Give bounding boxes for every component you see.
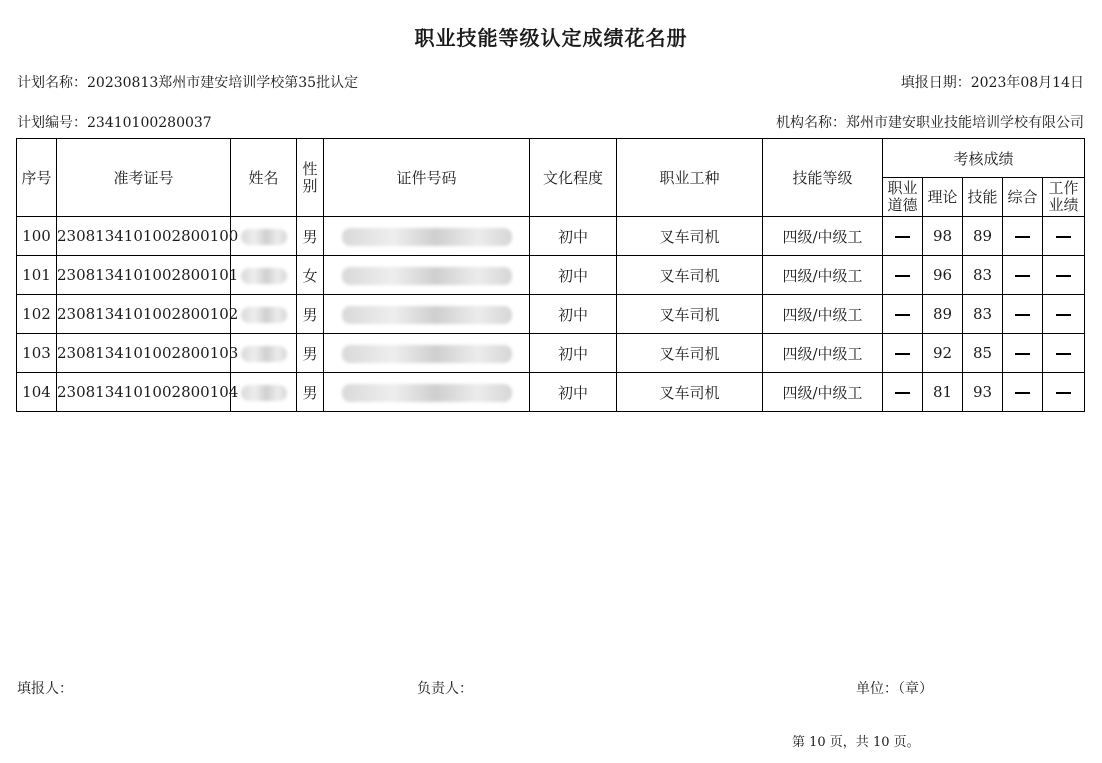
- redacted-name: [241, 385, 287, 401]
- cell-seq: 103: [17, 334, 57, 373]
- cell-id-no: [324, 373, 530, 412]
- cell-job: 叉车司机: [617, 217, 763, 256]
- plan-name-value: 20230813郑州市建安培训学校第35批认定: [87, 75, 359, 91]
- cell-seq: 104: [17, 373, 57, 412]
- col-header-seq: 序号: [17, 139, 57, 217]
- dash-mark: [1015, 314, 1030, 316]
- cell-theory: 92: [923, 334, 963, 373]
- cell-exam-no: 2308134101002800100: [57, 217, 231, 256]
- cell-education: 初中: [530, 217, 617, 256]
- cell-seq: 100: [17, 217, 57, 256]
- col-header-ethics: 职业 道德: [883, 178, 923, 217]
- cell-overall: [1003, 373, 1043, 412]
- cell-name: [231, 373, 297, 412]
- cell-education: 初中: [530, 256, 617, 295]
- dash-mark: [1056, 314, 1071, 316]
- cell-performance: [1043, 373, 1085, 412]
- cell-name: [231, 334, 297, 373]
- cell-job: 叉车司机: [617, 256, 763, 295]
- cell-theory: 89: [923, 295, 963, 334]
- dash-mark: [895, 314, 910, 316]
- cell-level: 四级/中级工: [763, 373, 883, 412]
- col-header-overall: 综合: [1003, 178, 1043, 217]
- cell-gender: 女: [297, 256, 324, 295]
- cell-theory: 81: [923, 373, 963, 412]
- dash-mark: [1015, 392, 1030, 394]
- plan-name-label: 计划名称：: [17, 75, 87, 91]
- cell-level: 四级/中级工: [763, 334, 883, 373]
- cell-skill: 93: [963, 373, 1003, 412]
- dash-mark: [895, 392, 910, 394]
- redacted-id-number: [342, 267, 512, 285]
- cell-theory: 98: [923, 217, 963, 256]
- cell-overall: [1003, 256, 1043, 295]
- cell-job: 叉车司机: [617, 295, 763, 334]
- cell-seq: 101: [17, 256, 57, 295]
- cell-level: 四级/中级工: [763, 295, 883, 334]
- redacted-name: [241, 268, 287, 284]
- cell-performance: [1043, 295, 1085, 334]
- institution-label: 机构名称：: [776, 115, 846, 131]
- cell-ethics: [883, 334, 923, 373]
- cell-name: [231, 295, 297, 334]
- table-row: [17, 295, 1085, 334]
- cell-skill: 89: [963, 217, 1003, 256]
- dash-mark: [895, 236, 910, 238]
- cell-id-no: [324, 256, 530, 295]
- cell-exam-no: 2308134101002800102: [57, 295, 231, 334]
- plan-number: [17, 112, 212, 132]
- cell-performance: [1043, 217, 1085, 256]
- dash-mark: [1056, 392, 1071, 394]
- fill-date-value: 2023年08月14日: [970, 75, 1084, 91]
- cell-gender: 男: [297, 295, 324, 334]
- cell-ethics: [883, 295, 923, 334]
- cell-exam-no: 2308134101002800103: [57, 334, 231, 373]
- col-header-exam-no: 准考证号: [57, 139, 231, 217]
- page-indicator: 第 10 页，共 10 页。: [792, 735, 920, 750]
- cell-name: [231, 256, 297, 295]
- redacted-id-number: [342, 345, 512, 363]
- cell-gender: 男: [297, 334, 324, 373]
- dash-mark: [895, 275, 910, 277]
- table-row: [17, 373, 1085, 412]
- col-header-education: 文化程度: [530, 139, 617, 217]
- cell-name: [231, 217, 297, 256]
- col-header-performance: 工作 业绩: [1043, 178, 1085, 217]
- cell-job: 叉车司机: [617, 334, 763, 373]
- redacted-id-number: [342, 306, 512, 324]
- redacted-id-number: [342, 228, 512, 246]
- responsible-signature-label: 负责人：: [417, 681, 473, 697]
- cell-education: 初中: [530, 295, 617, 334]
- cell-level: 四级/中级工: [763, 256, 883, 295]
- dash-mark: [1056, 275, 1071, 277]
- cell-ethics: [883, 217, 923, 256]
- col-header-scores-group: 考核成绩: [883, 139, 1085, 178]
- cell-seq: 102: [17, 295, 57, 334]
- cell-performance: [1043, 334, 1085, 373]
- cell-id-no: [324, 217, 530, 256]
- plan-number-label: 计划编号：: [17, 115, 87, 131]
- cell-theory: 96: [923, 256, 963, 295]
- col-header-level: 技能等级: [763, 139, 883, 217]
- table-row: [17, 256, 1085, 295]
- cell-education: 初中: [530, 334, 617, 373]
- fill-date-label: 填报日期：: [900, 75, 971, 91]
- cell-level: 四级/中级工: [763, 217, 883, 256]
- cell-overall: [1003, 295, 1043, 334]
- cell-gender: 男: [297, 217, 324, 256]
- cell-gender: 男: [297, 373, 324, 412]
- col-header-gender: 性 别: [297, 139, 324, 217]
- cell-id-no: [324, 334, 530, 373]
- plan-name: [17, 72, 358, 92]
- redacted-name: [241, 307, 287, 323]
- col-header-skill: 技能: [963, 178, 1003, 217]
- institution-name: [776, 112, 1084, 132]
- filler-signature-label: 填报人：: [17, 681, 73, 697]
- cell-ethics: [883, 373, 923, 412]
- cell-exam-no: 2308134101002800104: [57, 373, 231, 412]
- dash-mark: [1015, 275, 1030, 277]
- col-header-name: 姓名: [231, 139, 297, 217]
- col-header-id-no: 证件号码: [324, 139, 530, 217]
- table-row: [17, 217, 1085, 256]
- cell-exam-no: 2308134101002800101: [57, 256, 231, 295]
- cell-overall: [1003, 217, 1043, 256]
- cell-job: 叉车司机: [617, 373, 763, 412]
- score-roster-table: [16, 138, 1085, 412]
- cell-performance: [1043, 256, 1085, 295]
- redacted-name: [241, 229, 287, 245]
- dash-mark: [1015, 353, 1030, 355]
- cell-skill: 83: [963, 256, 1003, 295]
- cell-education: 初中: [530, 373, 617, 412]
- cell-skill: 83: [963, 295, 1003, 334]
- redacted-name: [241, 346, 287, 362]
- cell-skill: 85: [963, 334, 1003, 373]
- table-row: [17, 334, 1085, 373]
- unit-stamp-label: 单位：（章）: [856, 681, 933, 697]
- institution-value: 郑州市建安职业技能培训学校有限公司: [846, 115, 1084, 131]
- col-header-theory: 理论: [923, 178, 963, 217]
- dash-mark: [1056, 236, 1071, 238]
- redacted-id-number: [342, 384, 512, 402]
- cell-ethics: [883, 256, 923, 295]
- cell-id-no: [324, 295, 530, 334]
- cell-overall: [1003, 334, 1043, 373]
- plan-number-value: 23410100280037: [87, 115, 212, 131]
- dash-mark: [1056, 353, 1071, 355]
- col-header-job: 职业工种: [617, 139, 763, 217]
- dash-mark: [895, 353, 910, 355]
- fill-date: [901, 72, 1084, 92]
- dash-mark: [1015, 236, 1030, 238]
- document-title: 职业技能等级认定成绩花名册: [414, 26, 688, 50]
